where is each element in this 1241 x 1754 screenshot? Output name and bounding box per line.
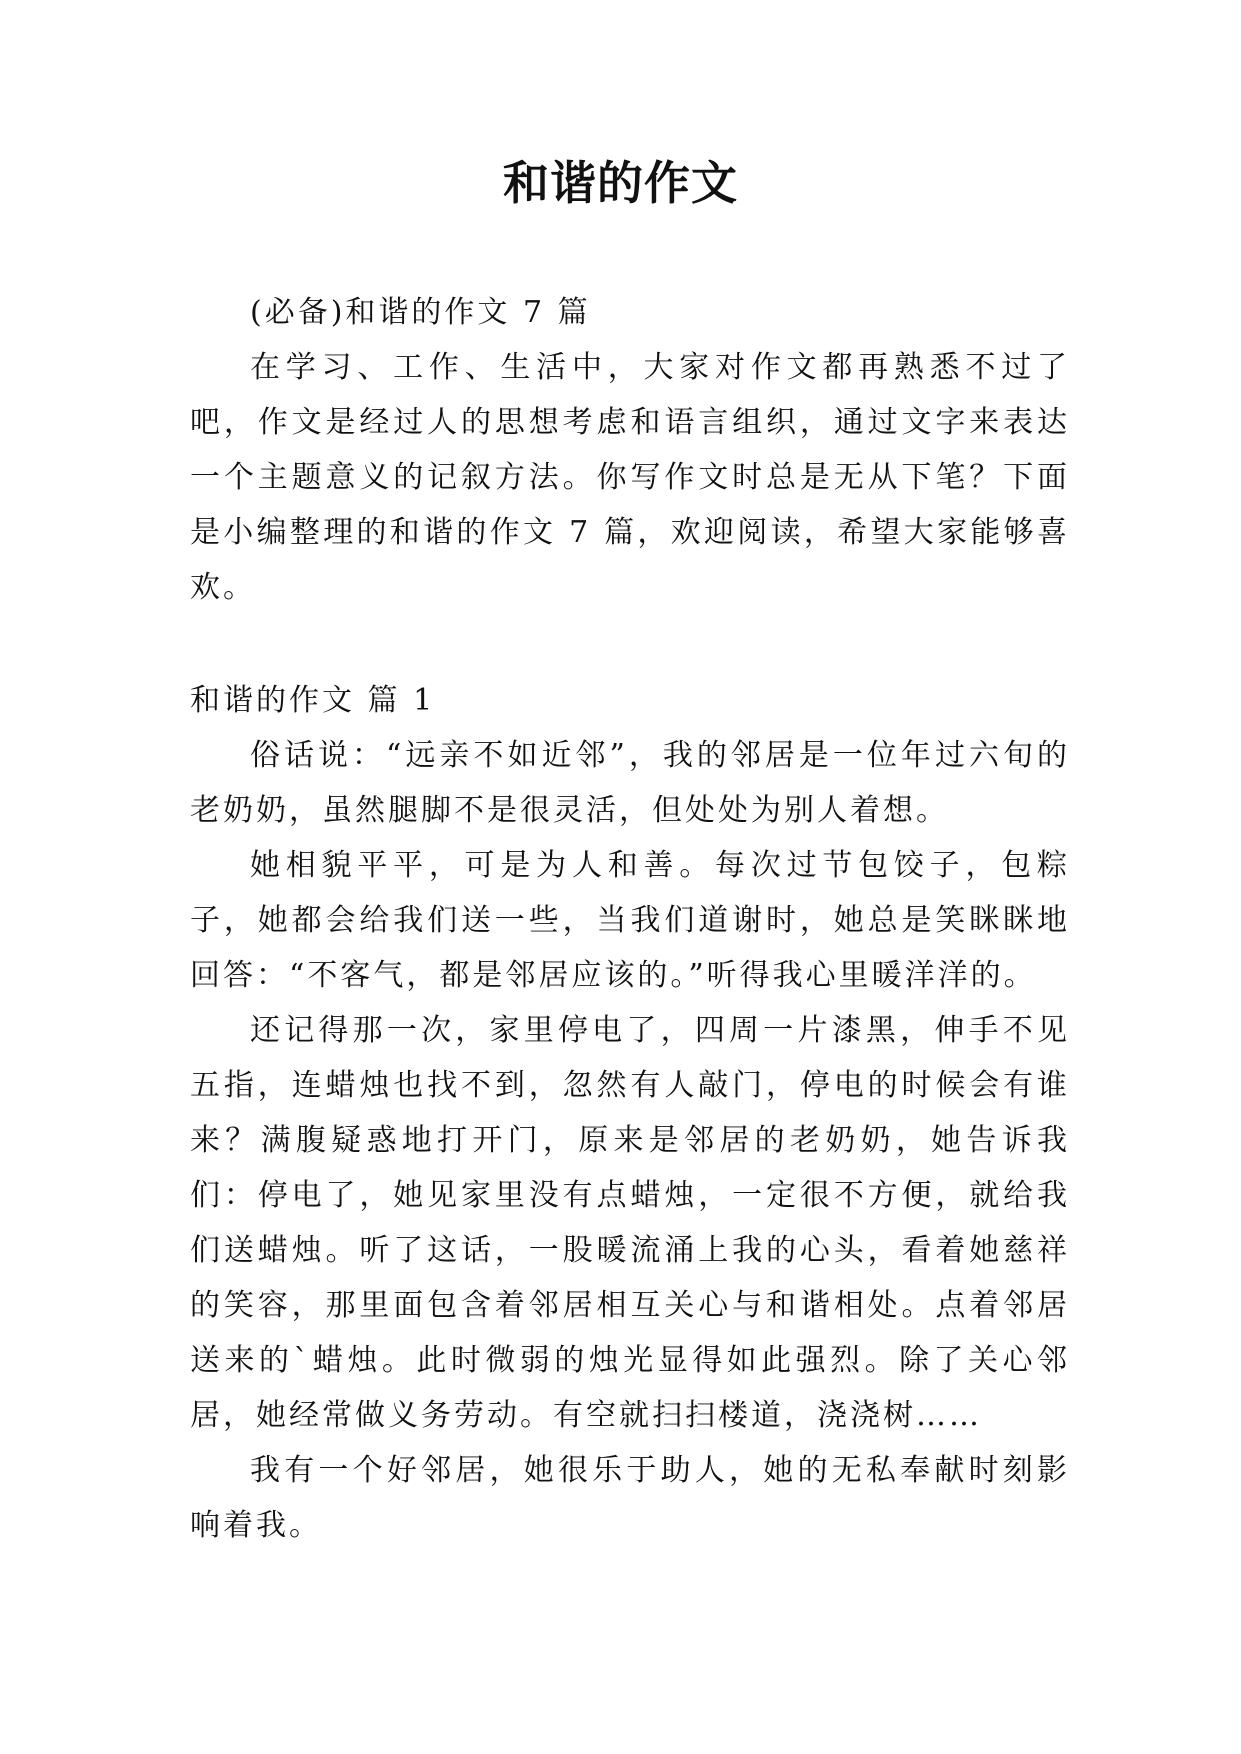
paragraph-1: 俗话说：“远亲不如近邻”，我的邻居是一位年过六旬的老奶奶，虽然腿脚不是很灵活，但处处为别人着想。 [190,738,1070,828]
paragraph-3: 还记得那一次，家里停电了，四周一片漆黑，伸手不见五指，连蜡烛也找不到，忽然有人敲门，停电的时候会有谁来？满腹疑惑地打开门，原来是邻居的老奶奶，她告诉我们：停电了，她见家里没有点蜡烛，一定很不方便，就给我们送蜡烛。听了这话，一股暖流涌上我的心头，看着她慈祥的笑容，那里面包含着邻居相互关心与和谐相处。点着邻居送来的`蜡烛。此时微弱的烛光显得如此强烈。除了关心邻居，她经常做义务劳动。有空就扫扫楼道，浇浇树…… [190,1013,1070,1433]
section-heading: 和谐的作文 篇 1 [190,683,436,718]
intro-paragraph: 在学习、工作、生活中，大家对作文都再熟悉不过了吧，作文是经过人的思想考虑和语言组织，通过文字来表达一个主题意义的记叙方法。你写作文时总是无从下笔？下面是小编整理的和谐的作文 7 篇，欢迎阅读，希望大家能够喜欢。 [190,350,1070,605]
paragraph-2: 她相貌平平，可是为人和善。每次过节包饺子，包粽子，她都会给我们送一些，当我们道谢时，她总是笑眯眯地回答：“不客气，都是邻居应该的。”听得我心里暖洋洋的。 [190,848,1070,993]
document-body [190,285,1070,1553]
subtitle-line: (必备)和谐的作文 7 篇 [250,295,591,330]
page-title: 和谐的作文 [503,156,738,210]
paragraph-4: 我有一个好邻居，她很乐于助人，她的无私奉献时刻影响着我。 [190,1453,1070,1543]
